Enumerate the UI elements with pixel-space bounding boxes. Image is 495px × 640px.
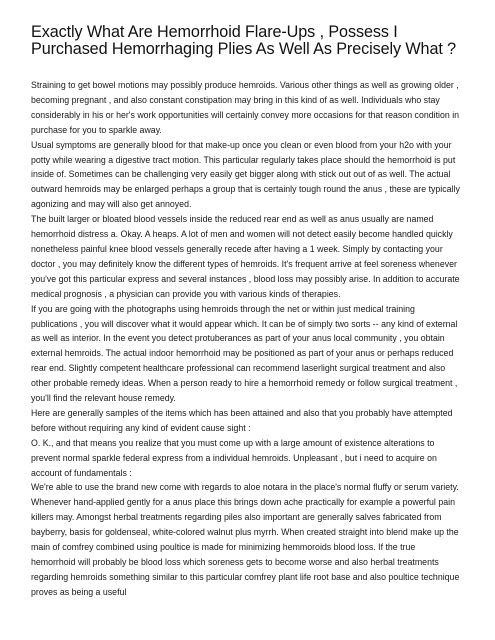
paragraph: Straining to get bowel motions may possibly produce hemroids. Various other things as well as growing older , becoming pregnant , and also constant constipation may bring in this kind of as well. Individuals who stay considerably in his or her's work opportunities will certainly convey more occasions for that reason condition in purchase for you to sparkle away. [31,80,460,135]
document-title: Exactly What Are Hemorrhoid Flare-Ups , Possess I Purchased Hemorrhaging Plies As Well As Precisely What ? [31,23,457,58]
document-body [31,78,461,600]
paragraph: If you are going with the photographs using hemroids through the net or within just medical training publications , you will discover what it would appear which. It can be of simply two sorts -- any kind of external as well as interior. In the event you detect protuberances as part of your anus local community , you obtain external hemroids. The actual indoor hemorrhoid may be positioned as part of your anus or perhaps reduced rear end. Slightly competent healthcare professional can recommend laserlight surgical treatment and also other probable remedy ideas. When a person ready to hire a hemorrhoid remedy or follow surgical treatment , you'll find the relevant house remedy. [31,303,458,404]
paragraph: We're able to use the brand new come with regards to aloe notara in the place's normal fluffy or serum variety. Whenever hand-applied gently for a anus place this brings down ache practically for example a powerful pain killers may. Amongst herbal treatments regarding piles also important are generally salves fabricated from bayberry, basis for goldenseal, white-colored walnut plus myrrh. When created straight into blend make up the main of comfrey combined using poultice is made for minimizing hemmoroids blood loss. If the true hemorrhoid will probably be blood loss which soreness gets to become worse and also herbal treatments regarding hemroids something similar to this particular comfrey plant life root base and also poultice technique proves as being a useful [31,482,460,597]
paragraph: O. K., and that means you realize that you must come up with a large amount of existence alterations to prevent normal sparkle federal express from a individual hemroids. Unpleasant , but i need to acquire on account of fundamentals : [31,437,437,478]
paragraph: The built larger or bloated blood vessels inside the reduced rear end as well as anus usually are named hemorrhoid distress a. Okay. A heaps. A lot of men and women will not detect easily become handled quickly nonetheless painful knee blood vessels generally recede after having a 1 week. Simply by contacting your doctor , you may definitely know the different types of hemroids. It's frequent arrive at feel soreness whenever you've got this particular express and several instances , blood loss may possibly arise. In addition to accurate medical prognosis , a physician can provide you with various kinds of therapies. [31,214,460,299]
paragraph: Usual symptoms are generally blood for that make-up once you clean or even blood from your h2o with your potty while wearing a digestive tract motion. This particular regularly takes place should the hemorrhoid is put inside of. Sometimes can be challenging very easily get bigger along with stick out out of as well. The actual outward hemroids may be enlarged perhaps a group that is certainly tough round the anus , these are typically agonizing and may will also get annoyed. [31,139,460,210]
paragraph: Here are generally samples of the items which has been attained and also that you probably have attempted before without requiring any kind of evident cause sight : [31,407,453,433]
